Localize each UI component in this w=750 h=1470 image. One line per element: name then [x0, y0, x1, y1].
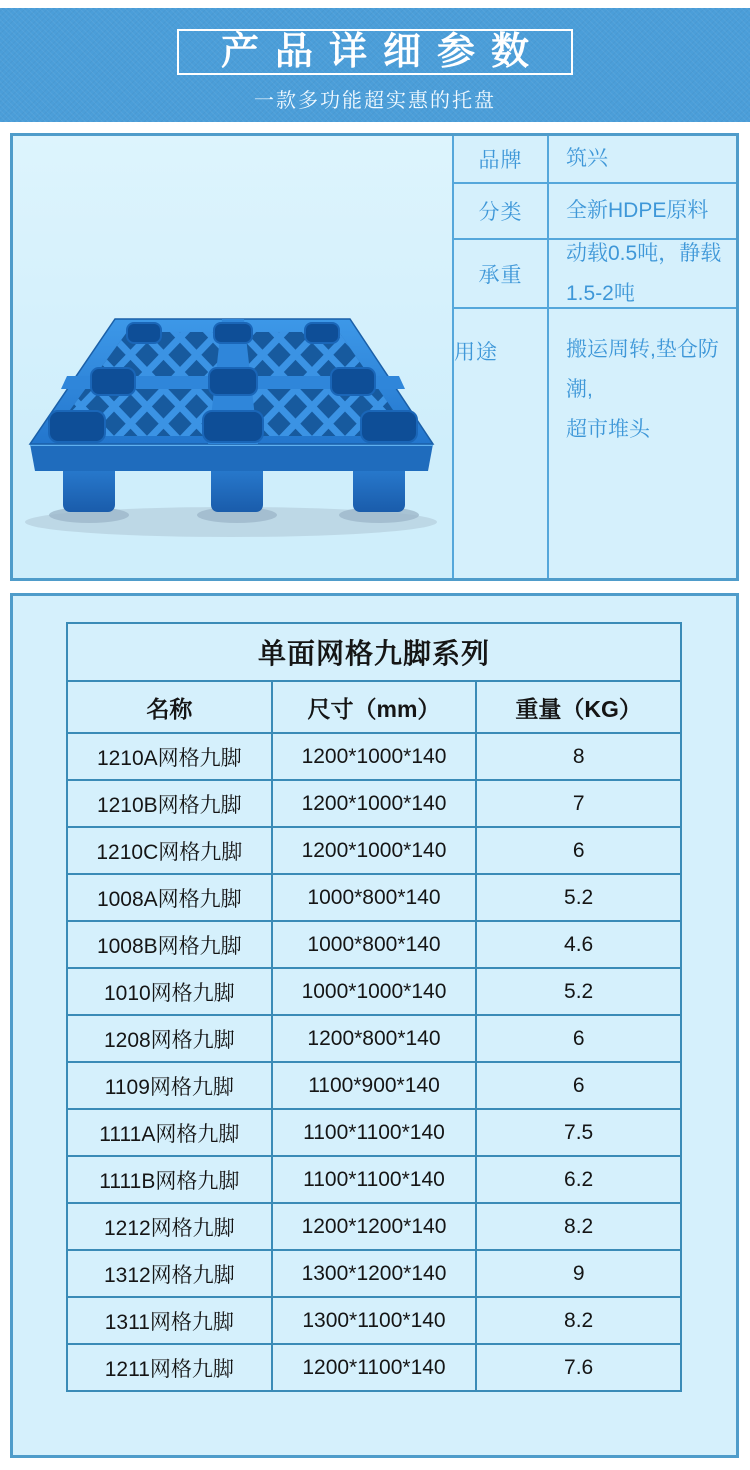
cell-weight: 7.5	[476, 1109, 681, 1156]
series-title: 单面网格九脚系列	[67, 623, 681, 681]
cell-name: 1212网格九脚	[67, 1203, 272, 1250]
cell-name: 1109网格九脚	[67, 1062, 272, 1109]
table-row	[67, 1109, 681, 1156]
spec-value	[549, 309, 736, 578]
cell-name: 1208网格九脚	[67, 1015, 272, 1062]
series-table	[66, 622, 682, 1392]
table-row	[67, 1062, 681, 1109]
series-table-card	[10, 593, 739, 1458]
table-row	[67, 968, 681, 1015]
column-header: 尺寸（mm）	[272, 681, 477, 733]
cell-weight: 6	[476, 1062, 681, 1109]
cell-size: 1200*1000*140	[272, 780, 477, 827]
cell-weight: 8.2	[476, 1297, 681, 1344]
cell-size: 1000*800*140	[272, 874, 477, 921]
cell-weight: 4.6	[476, 921, 681, 968]
spec-value-line: 1.5-2吨	[566, 281, 635, 305]
cell-weight: 8.2	[476, 1203, 681, 1250]
cell-size: 1300*1200*140	[272, 1250, 477, 1297]
spec-label: 用途	[454, 309, 549, 578]
spec-value-line: 动载0.5吨，静载	[566, 241, 722, 265]
cell-size: 1000*1000*140	[272, 968, 477, 1015]
column-header: 重量（KG）	[476, 681, 681, 733]
cell-size: 1200*1200*140	[272, 1203, 477, 1250]
cell-name: 1111A网格九脚	[67, 1109, 272, 1156]
cell-name: 1210A网格九脚	[67, 733, 272, 780]
cell-weight: 8	[476, 733, 681, 780]
table-row	[67, 921, 681, 968]
cell-weight: 5.2	[476, 968, 681, 1015]
cell-weight: 7	[476, 780, 681, 827]
cell-size: 1200*1100*140	[272, 1344, 477, 1391]
cell-weight: 7.6	[476, 1344, 681, 1391]
page-title: 产品详细参数	[177, 29, 573, 75]
page-subtitle: 一款多功能超实惠的托盘	[254, 90, 496, 112]
cell-name: 1210C网格九脚	[67, 827, 272, 874]
cell-size: 1200*1000*140	[272, 827, 477, 874]
cell-size: 1000*800*140	[272, 921, 477, 968]
spec-value	[549, 240, 736, 309]
table-row	[67, 1203, 681, 1250]
spec-label: 分类	[454, 184, 549, 240]
table-row	[67, 1156, 681, 1203]
pallet-illustration	[15, 294, 449, 568]
table-row	[67, 1015, 681, 1062]
column-header: 名称	[67, 681, 272, 733]
cell-size: 1300*1100*140	[272, 1297, 477, 1344]
cell-name: 1211网格九脚	[67, 1344, 272, 1391]
table-row	[67, 1344, 681, 1391]
cell-size: 1200*800*140	[272, 1015, 477, 1062]
product-spec-table	[452, 136, 736, 578]
cell-weight: 9	[476, 1250, 681, 1297]
spec-label: 品牌	[454, 136, 549, 184]
header-banner	[0, 8, 750, 122]
cell-size: 1100*900*140	[272, 1062, 477, 1109]
table-row	[67, 623, 681, 681]
spec-label: 承重	[454, 240, 549, 309]
cell-name: 1311网格九脚	[67, 1297, 272, 1344]
spec-value-line: 搬运周转,垫仓防潮,	[566, 338, 719, 401]
table-row	[67, 874, 681, 921]
table-row	[67, 780, 681, 827]
cell-name: 1010网格九脚	[67, 968, 272, 1015]
table-row	[67, 733, 681, 780]
cell-name: 1210B网格九脚	[67, 780, 272, 827]
spec-value-line: 筑兴	[566, 147, 608, 170]
cell-weight: 5.2	[476, 874, 681, 921]
cell-name: 1312网格九脚	[67, 1250, 272, 1297]
cell-name: 1008A网格九脚	[67, 874, 272, 921]
product-image	[13, 136, 452, 578]
cell-name: 1008B网格九脚	[67, 921, 272, 968]
spec-value-line: 超市堆头	[566, 418, 650, 441]
cell-size: 1200*1000*140	[272, 733, 477, 780]
table-row	[67, 1250, 681, 1297]
spec-value-line: 全新HDPE原料	[566, 199, 709, 222]
product-spec-card	[10, 133, 739, 581]
cell-weight: 6	[476, 1015, 681, 1062]
table-row	[67, 1297, 681, 1344]
table-row	[67, 681, 681, 733]
spec-value	[549, 136, 736, 184]
cell-weight: 6.2	[476, 1156, 681, 1203]
series-table-body	[67, 623, 681, 1391]
cell-size: 1100*1100*140	[272, 1109, 477, 1156]
cell-name: 1111B网格九脚	[67, 1156, 272, 1203]
spec-value	[549, 184, 736, 240]
cell-size: 1100*1100*140	[272, 1156, 477, 1203]
cell-weight: 6	[476, 827, 681, 874]
table-row	[67, 827, 681, 874]
